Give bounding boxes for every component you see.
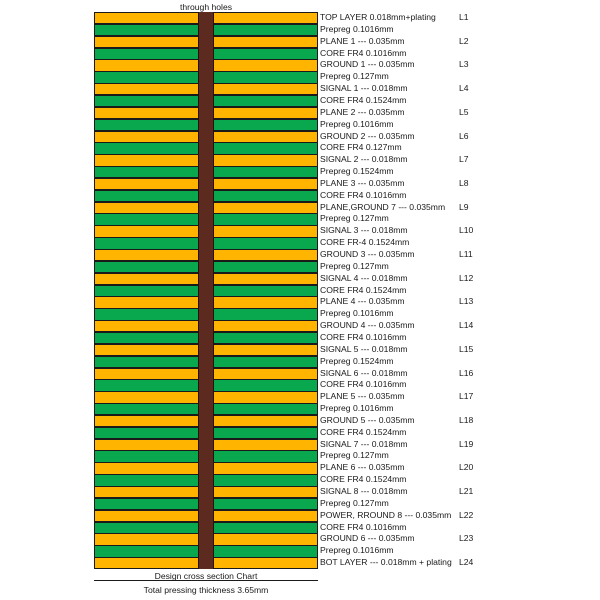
layer-description: SIGNAL 4 --- 0.018mm: [320, 272, 408, 283]
layer-description: GROUND 4 --- 0.035mm: [320, 320, 415, 331]
layer-number: L5: [459, 106, 469, 117]
layer-description: PLANE 5 --- 0.035mm: [320, 391, 405, 402]
through-hole-via: [198, 12, 214, 569]
layer-number: L2: [459, 35, 469, 46]
layer-number: L16: [459, 367, 474, 378]
layer-number: L13: [459, 296, 474, 307]
layer-description: CORE FR-4 0.1524mm: [320, 237, 410, 248]
layer-description: CORE FR4 0.1524mm: [320, 426, 407, 437]
layer-description: POWER, RROUND 8 --- 0.035mm: [320, 509, 452, 520]
layer-description: SIGNAL 7 --- 0.018mm: [320, 438, 408, 449]
through-holes-title: through holes: [179, 2, 233, 12]
layer-description: Prepreg 0.1016mm: [320, 118, 394, 129]
layer-number: L12: [459, 272, 474, 283]
total-thickness: Total pressing thickness 3.65mm: [143, 585, 269, 595]
layer-number: L8: [459, 177, 469, 188]
layer-description: Prepreg 0.127mm: [320, 71, 389, 82]
layer-description: CORE FR4 0.1016mm: [320, 47, 407, 58]
layer-number: L7: [459, 154, 469, 165]
layer-description: GROUND 1 --- 0.035mm: [320, 59, 415, 70]
layer-description: Prepreg 0.1016mm: [320, 403, 394, 414]
layer-description: SIGNAL 6 --- 0.018mm: [320, 367, 408, 378]
layer-description: Prepreg 0.127mm: [320, 213, 389, 224]
layer-description: PLANE 3 --- 0.035mm: [320, 177, 405, 188]
layer-description: CORE FR4 0.1016mm: [320, 331, 407, 342]
layer-description: PLANE 1 --- 0.035mm: [320, 35, 405, 46]
layer-description: CORE FR4 0.1524mm: [320, 474, 407, 485]
layer-number: L18: [459, 414, 474, 425]
layer-number: L3: [459, 59, 469, 70]
layer-number: L20: [459, 462, 474, 473]
layer-description: BOT LAYER --- 0.018mm + plating: [320, 557, 452, 568]
layer-number: L9: [459, 201, 469, 212]
layer-number: L24: [459, 557, 474, 568]
layer-description: Prepreg 0.1524mm: [320, 166, 394, 177]
layer-number: L1: [459, 12, 469, 22]
layer-description: Prepreg 0.127mm: [320, 260, 389, 271]
layer-description: PLANE,GROUND 7 --- 0.035mm: [320, 201, 446, 212]
layer-description: SIGNAL 5 --- 0.018mm: [320, 343, 408, 354]
layer-description: CORE FR4 0.1524mm: [320, 94, 407, 105]
layer-number: L19: [459, 438, 474, 449]
layer-number: L14: [459, 320, 474, 331]
layer-description: PLANE 6 --- 0.035mm: [320, 462, 405, 473]
layer-description: Prepreg 0.127mm: [320, 450, 389, 461]
layer-number: L10: [459, 225, 474, 236]
layer-number: L21: [459, 486, 474, 497]
layer-number: L17: [459, 391, 474, 402]
layer-description: PLANE 2 --- 0.035mm: [320, 106, 405, 117]
layer-description: Prepreg 0.1016mm: [320, 308, 394, 319]
layer-description: SIGNAL 3 --- 0.018mm: [320, 225, 408, 236]
layer-description: GROUND 2 --- 0.035mm: [320, 130, 415, 141]
layer-number: L22: [459, 509, 474, 520]
layer-description: GROUND 6 --- 0.035mm: [320, 533, 415, 544]
layer-description: Prepreg 0.127mm: [320, 497, 389, 508]
layer-number: L11: [459, 249, 473, 260]
chart-caption: Design cross section Chart: [154, 571, 258, 581]
layer-description: Prepreg 0.1016mm: [320, 545, 394, 556]
caption-divider: [94, 580, 318, 581]
layer-description: GROUND 3 --- 0.035mm: [320, 249, 415, 260]
layer-description: Prepreg 0.1016mm: [320, 23, 394, 34]
layer-description: PLANE 4 --- 0.035mm: [320, 296, 405, 307]
layer-description: CORE FR4 0.1016mm: [320, 189, 407, 200]
layer-description: CORE FR4 0.1016mm: [320, 521, 407, 532]
layer-description: CORE FR4 0.1524mm: [320, 284, 407, 295]
layer-description: SIGNAL 2 --- 0.018mm: [320, 154, 408, 165]
layer-number: L6: [459, 130, 469, 141]
layer-number: L15: [459, 343, 474, 354]
layer-description: Prepreg 0.1524mm: [320, 355, 394, 366]
layer-number: L23: [459, 533, 474, 544]
layer-description: GROUND 5 --- 0.035mm: [320, 414, 415, 425]
layer-description: SIGNAL 8 --- 0.018mm: [320, 486, 408, 497]
layer-number: L4: [459, 83, 469, 94]
layer-description: CORE FR4 0.127mm: [320, 142, 402, 153]
layer-description: TOP LAYER 0.018mm+plating: [320, 12, 436, 22]
layer-description: SIGNAL 1 --- 0.018mm: [320, 83, 408, 94]
layer-description: CORE FR4 0.1016mm: [320, 379, 407, 390]
